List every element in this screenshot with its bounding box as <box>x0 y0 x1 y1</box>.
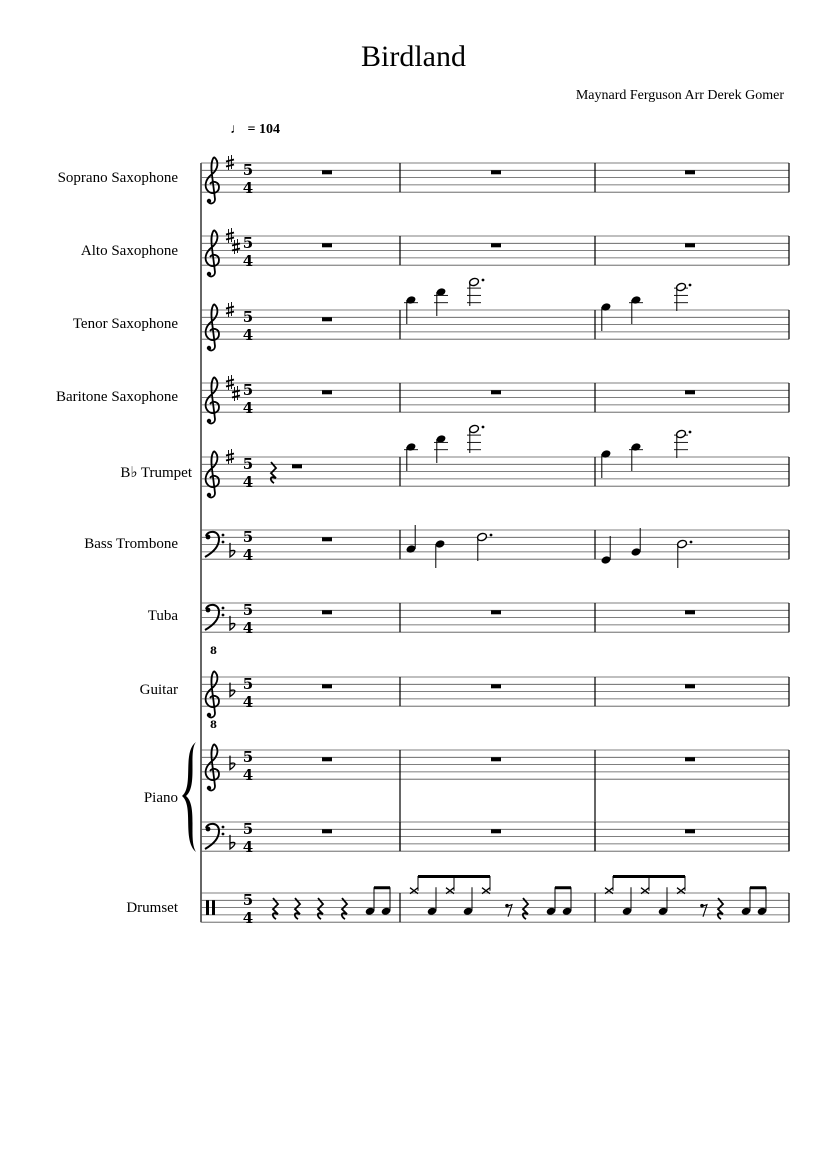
staff-7 <box>201 677 789 706</box>
time-signature-bottom: 4 <box>242 326 254 344</box>
whole-rest-icon <box>685 170 695 174</box>
octave-mark: 8 <box>210 720 217 732</box>
treble-clef-stroke <box>206 671 219 717</box>
sharp-icon <box>226 375 234 390</box>
beam <box>418 875 490 878</box>
staff-4 <box>201 457 789 486</box>
treble-clef-icon <box>206 744 219 790</box>
augmentation-dot <box>482 426 485 429</box>
bass-clef-dot <box>206 535 211 540</box>
instrument-label-soprano-sax: Soprano Saxophone <box>57 170 178 186</box>
augmentation-dot <box>689 284 692 287</box>
treble-clef-stroke <box>206 304 219 350</box>
treble-clef-dot <box>207 786 211 790</box>
whole-rest-icon <box>491 684 501 688</box>
quarter-rest-icon <box>295 898 300 919</box>
quarter-rest-icon <box>523 898 528 919</box>
sharp-stem <box>229 155 232 170</box>
whole-rest-icon <box>685 390 695 394</box>
tempo-marking: ♩ = 104 <box>230 122 280 137</box>
sharp-stem <box>235 239 238 254</box>
treble-clef-stroke <box>206 157 219 203</box>
treble-clef-dot <box>207 199 211 203</box>
instrument-label-bass-trombone: Bass Trombone <box>84 536 178 552</box>
quarter-rest-icon <box>718 898 723 919</box>
time-signature-bottom: 4 <box>242 838 254 856</box>
instrument-label-trumpet: B♭ Trumpet <box>120 465 192 481</box>
time-signature-bottom: 4 <box>242 399 254 417</box>
flat-icon <box>230 835 235 849</box>
whole-rest-icon <box>322 243 332 247</box>
treble-clef-dot <box>207 346 211 350</box>
staff-5 <box>201 530 789 559</box>
sharp-bar <box>232 390 240 397</box>
sharp-stem <box>229 302 232 317</box>
staff-3 <box>201 383 789 412</box>
sharp-stem <box>229 228 232 243</box>
bass-clef-dot <box>222 541 225 544</box>
whole-rest-icon <box>685 829 695 833</box>
bass-clef-dot <box>222 534 225 537</box>
treble-clef-stroke <box>206 230 219 276</box>
bass-clef-dot <box>222 826 225 829</box>
beam <box>555 886 571 889</box>
staff-1 <box>201 236 789 265</box>
treble-clef-icon <box>206 451 219 497</box>
time-signature-top: 5 <box>242 161 254 179</box>
flat-icon <box>230 616 235 630</box>
whole-rest-icon <box>491 243 501 247</box>
sharp-icon <box>232 386 240 401</box>
time-signature-top: 5 <box>242 381 254 399</box>
treble-clef-dot <box>207 272 211 276</box>
time-signature-top: 5 <box>242 820 254 838</box>
whole-rest-icon <box>685 684 695 688</box>
quarter-rest-icon <box>318 898 323 919</box>
octave-mark: 8 <box>210 646 217 658</box>
time-signature-top: 5 <box>242 528 254 546</box>
bass-clef-dot <box>222 833 225 836</box>
time-signature-top: 5 <box>242 234 254 252</box>
staff-2 <box>201 310 789 339</box>
sharp-icon <box>226 155 234 170</box>
time-signature-bottom: 4 <box>242 252 254 270</box>
percussion-clef-icon <box>212 900 215 915</box>
whole-rest-icon <box>322 610 332 614</box>
treble-clef-dot <box>207 713 211 717</box>
treble-clef-icon <box>206 304 219 350</box>
sharp-stem <box>229 375 232 390</box>
instrument-label-baritone-sax: Baritone Saxophone <box>55 389 178 405</box>
time-signature-bottom: 4 <box>242 546 254 564</box>
whole-rest-icon <box>322 757 332 761</box>
whole-rest-icon <box>685 757 695 761</box>
time-signature-top: 5 <box>242 675 254 693</box>
instrument-label-tenor-sax: Tenor Saxophone <box>72 316 178 332</box>
treble-clef-icon <box>206 377 219 423</box>
treble-clef-stroke <box>206 451 219 497</box>
instrument-label-drumset: Drumset <box>126 900 178 916</box>
sharp-stem <box>235 386 238 401</box>
treble-clef-icon <box>206 230 219 276</box>
bass-clef-dot <box>206 827 211 832</box>
whole-rest-icon <box>322 317 332 321</box>
sharp-icon <box>226 228 234 243</box>
time-signature-top: 5 <box>242 455 254 473</box>
instrument-label-piano: Piano <box>143 790 178 806</box>
whole-rest-icon <box>491 170 501 174</box>
time-signature-top: 5 <box>242 601 254 619</box>
whole-rest-icon <box>685 610 695 614</box>
whole-rest-icon <box>685 243 695 247</box>
composer-credit: Maynard Ferguson Arr Derek Gomer <box>575 88 784 103</box>
augmentation-dot <box>482 279 485 282</box>
sharp-icon <box>226 302 234 317</box>
time-signature-bottom: 4 <box>242 693 254 711</box>
instrument-label-alto-sax: Alto Saxophone <box>80 243 178 259</box>
flat-icon <box>230 543 235 557</box>
whole-rest-icon <box>491 390 501 394</box>
augmentation-dot <box>490 534 493 537</box>
score-title: Birdland <box>361 40 466 73</box>
piano-brace <box>182 742 196 852</box>
whole-rest-icon <box>322 170 332 174</box>
sharp-icon <box>226 449 234 464</box>
sharp-icon <box>232 239 240 254</box>
beam <box>374 886 390 889</box>
quarter-rest-icon <box>271 462 276 483</box>
treble-clef-dot <box>207 419 211 423</box>
percussion-clef-icon <box>206 900 209 915</box>
staff-0 <box>201 163 789 192</box>
time-signature-bottom: 4 <box>242 179 254 197</box>
staff-10 <box>201 893 789 922</box>
beam <box>613 875 685 878</box>
treble-clef-icon <box>206 157 219 203</box>
time-signature-bottom: 4 <box>242 473 254 491</box>
whole-rest-icon <box>292 464 302 468</box>
whole-rest-icon <box>322 537 332 541</box>
bass-clef-dot <box>222 607 225 610</box>
augmentation-dot <box>690 541 693 544</box>
whole-rest-icon <box>491 829 501 833</box>
time-signature-bottom: 4 <box>242 766 254 784</box>
sharp-stem <box>229 449 232 464</box>
whole-rest-icon <box>491 757 501 761</box>
time-signature-top: 5 <box>242 748 254 766</box>
instrument-label-guitar: Guitar <box>139 682 178 698</box>
whole-rest-icon <box>322 390 332 394</box>
quarter-rest-icon <box>273 898 278 919</box>
instrument-label-tuba: Tuba <box>147 608 178 624</box>
treble-clef-dot <box>207 493 211 497</box>
bass-clef-dot <box>222 614 225 617</box>
time-signature-top: 5 <box>242 308 254 326</box>
treble-clef-icon <box>206 671 219 717</box>
time-signature-bottom: 4 <box>242 909 254 927</box>
staff-6 <box>201 603 789 632</box>
augmentation-dot <box>689 431 692 434</box>
treble-clef-stroke <box>206 744 219 790</box>
bass-clef-dot <box>206 608 211 613</box>
staff-9 <box>201 822 789 851</box>
time-signature-top: 5 <box>242 891 254 909</box>
whole-rest-icon <box>491 610 501 614</box>
whole-rest-icon <box>322 829 332 833</box>
quarter-rest-icon <box>342 898 347 919</box>
beam <box>750 886 766 889</box>
treble-clef-stroke <box>206 377 219 423</box>
sharp-bar <box>232 243 240 250</box>
whole-rest-icon <box>322 684 332 688</box>
time-signature-bottom: 4 <box>242 619 254 637</box>
staff-8 <box>201 750 789 851</box>
